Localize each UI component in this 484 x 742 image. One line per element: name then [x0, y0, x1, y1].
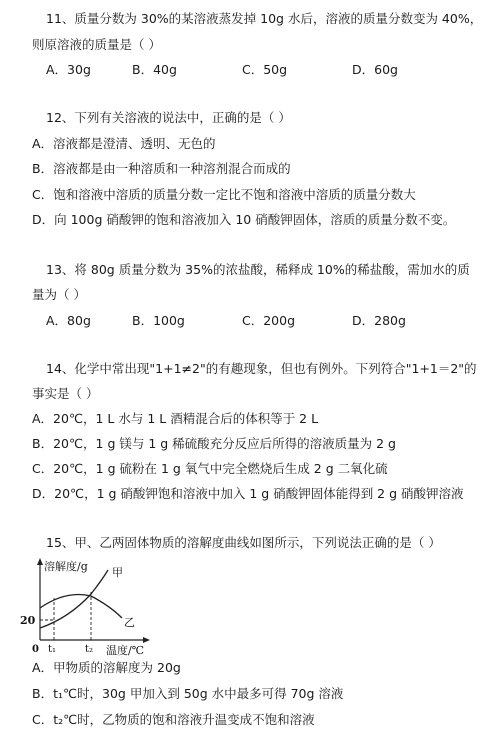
- y-axis-arrow: [37, 558, 43, 565]
- solubility-curve-figure: [14, 556, 174, 656]
- t2-label: t₂: [85, 644, 94, 655]
- option-c: C．饱和溶液中溶质的质量分数一定比不饱和溶液中溶质的质量分数大: [32, 187, 416, 202]
- option-a: A．甲物质的溶解度为 20g: [32, 660, 181, 675]
- question-stem: 12、下列有关溶液的说法中，正确的是（ ）: [46, 110, 291, 125]
- question-stem: 则原溶液的质量是（ ）: [32, 37, 161, 52]
- option-d: D．280g: [352, 313, 406, 328]
- option-b: B．40g: [132, 62, 177, 77]
- option-a: A．30g: [46, 62, 91, 77]
- question-stem: 13、将 80g 质量分数为 35%的浓盐酸，稀释成 10%的稀盐酸，需加水的质: [46, 262, 470, 277]
- x-axis-arrow: [143, 637, 150, 643]
- question-stem: 15、甲、乙两固体物质的溶解度曲线如图所示，下列说法正确的是（ ）: [46, 535, 441, 550]
- option-c: C．t₂℃时，乙物质的饱和溶液升温变成不饱和溶液: [32, 712, 315, 727]
- t1-label: t₁: [48, 644, 57, 655]
- y-tick-20: 20: [20, 614, 36, 627]
- option-a: A．80g: [46, 313, 91, 328]
- question-stem: 事实是（ ）: [32, 386, 99, 401]
- option-c: C．20℃，1 g 硫粉在 1 g 氧气中完全燃烧后生成 2 g 二氧化硫: [32, 461, 388, 476]
- option-a: A．20℃，1 L 水与 1 L 酒精混合后的体积等于 2 L: [32, 411, 319, 426]
- option-b: B．100g: [132, 313, 185, 328]
- option-c: C．50g: [242, 62, 288, 77]
- option-b: B．溶液都是由一种溶质和一种溶剂混合而成的: [32, 161, 291, 176]
- curve-yi: [40, 595, 122, 619]
- option-d: D．20℃，1 g 硝酸钾饱和溶液中加入 1 g 硝酸钾固体能得到 2 g 硝酸钾溶液: [32, 486, 464, 501]
- option-d: D．向 100g 硝酸钾的饱和溶液加入 10 硝酸钾固体，溶质的质量分数不变。: [32, 212, 456, 227]
- origin-label: 0: [32, 644, 39, 655]
- curve-jia: [40, 570, 108, 628]
- x-axis-label: 温度/℃: [106, 644, 145, 656]
- question-stem: 14、化学中常出现"1+1≠2"的有趣现象，但也有例外。下列符合"1+1＝2"的: [46, 361, 477, 376]
- option-d: D．60g: [352, 62, 398, 77]
- option-b: B．t₁℃时，30g 甲加入到 50g 水中最多可得 70g 溶液: [32, 686, 344, 701]
- curve-jia-label: 甲: [112, 566, 123, 579]
- option-c: C．200g: [242, 313, 296, 328]
- y-axis-label: 溶解度/g: [44, 560, 88, 573]
- question-stem: 11、质量分数为 30%的某溶液蒸发掉 10g 水后，溶液的质量分数变为 40%，: [46, 11, 483, 26]
- option-a: A．溶液都是澄清、透明、无色的: [32, 136, 216, 151]
- curve-yi-label: 乙: [124, 616, 135, 629]
- question-stem: 量为（ ）: [32, 287, 86, 302]
- option-b: B．20℃，1 g 镁与 1 g 稀硫酸充分反应后所得的溶液质量为 2 g: [32, 436, 396, 451]
